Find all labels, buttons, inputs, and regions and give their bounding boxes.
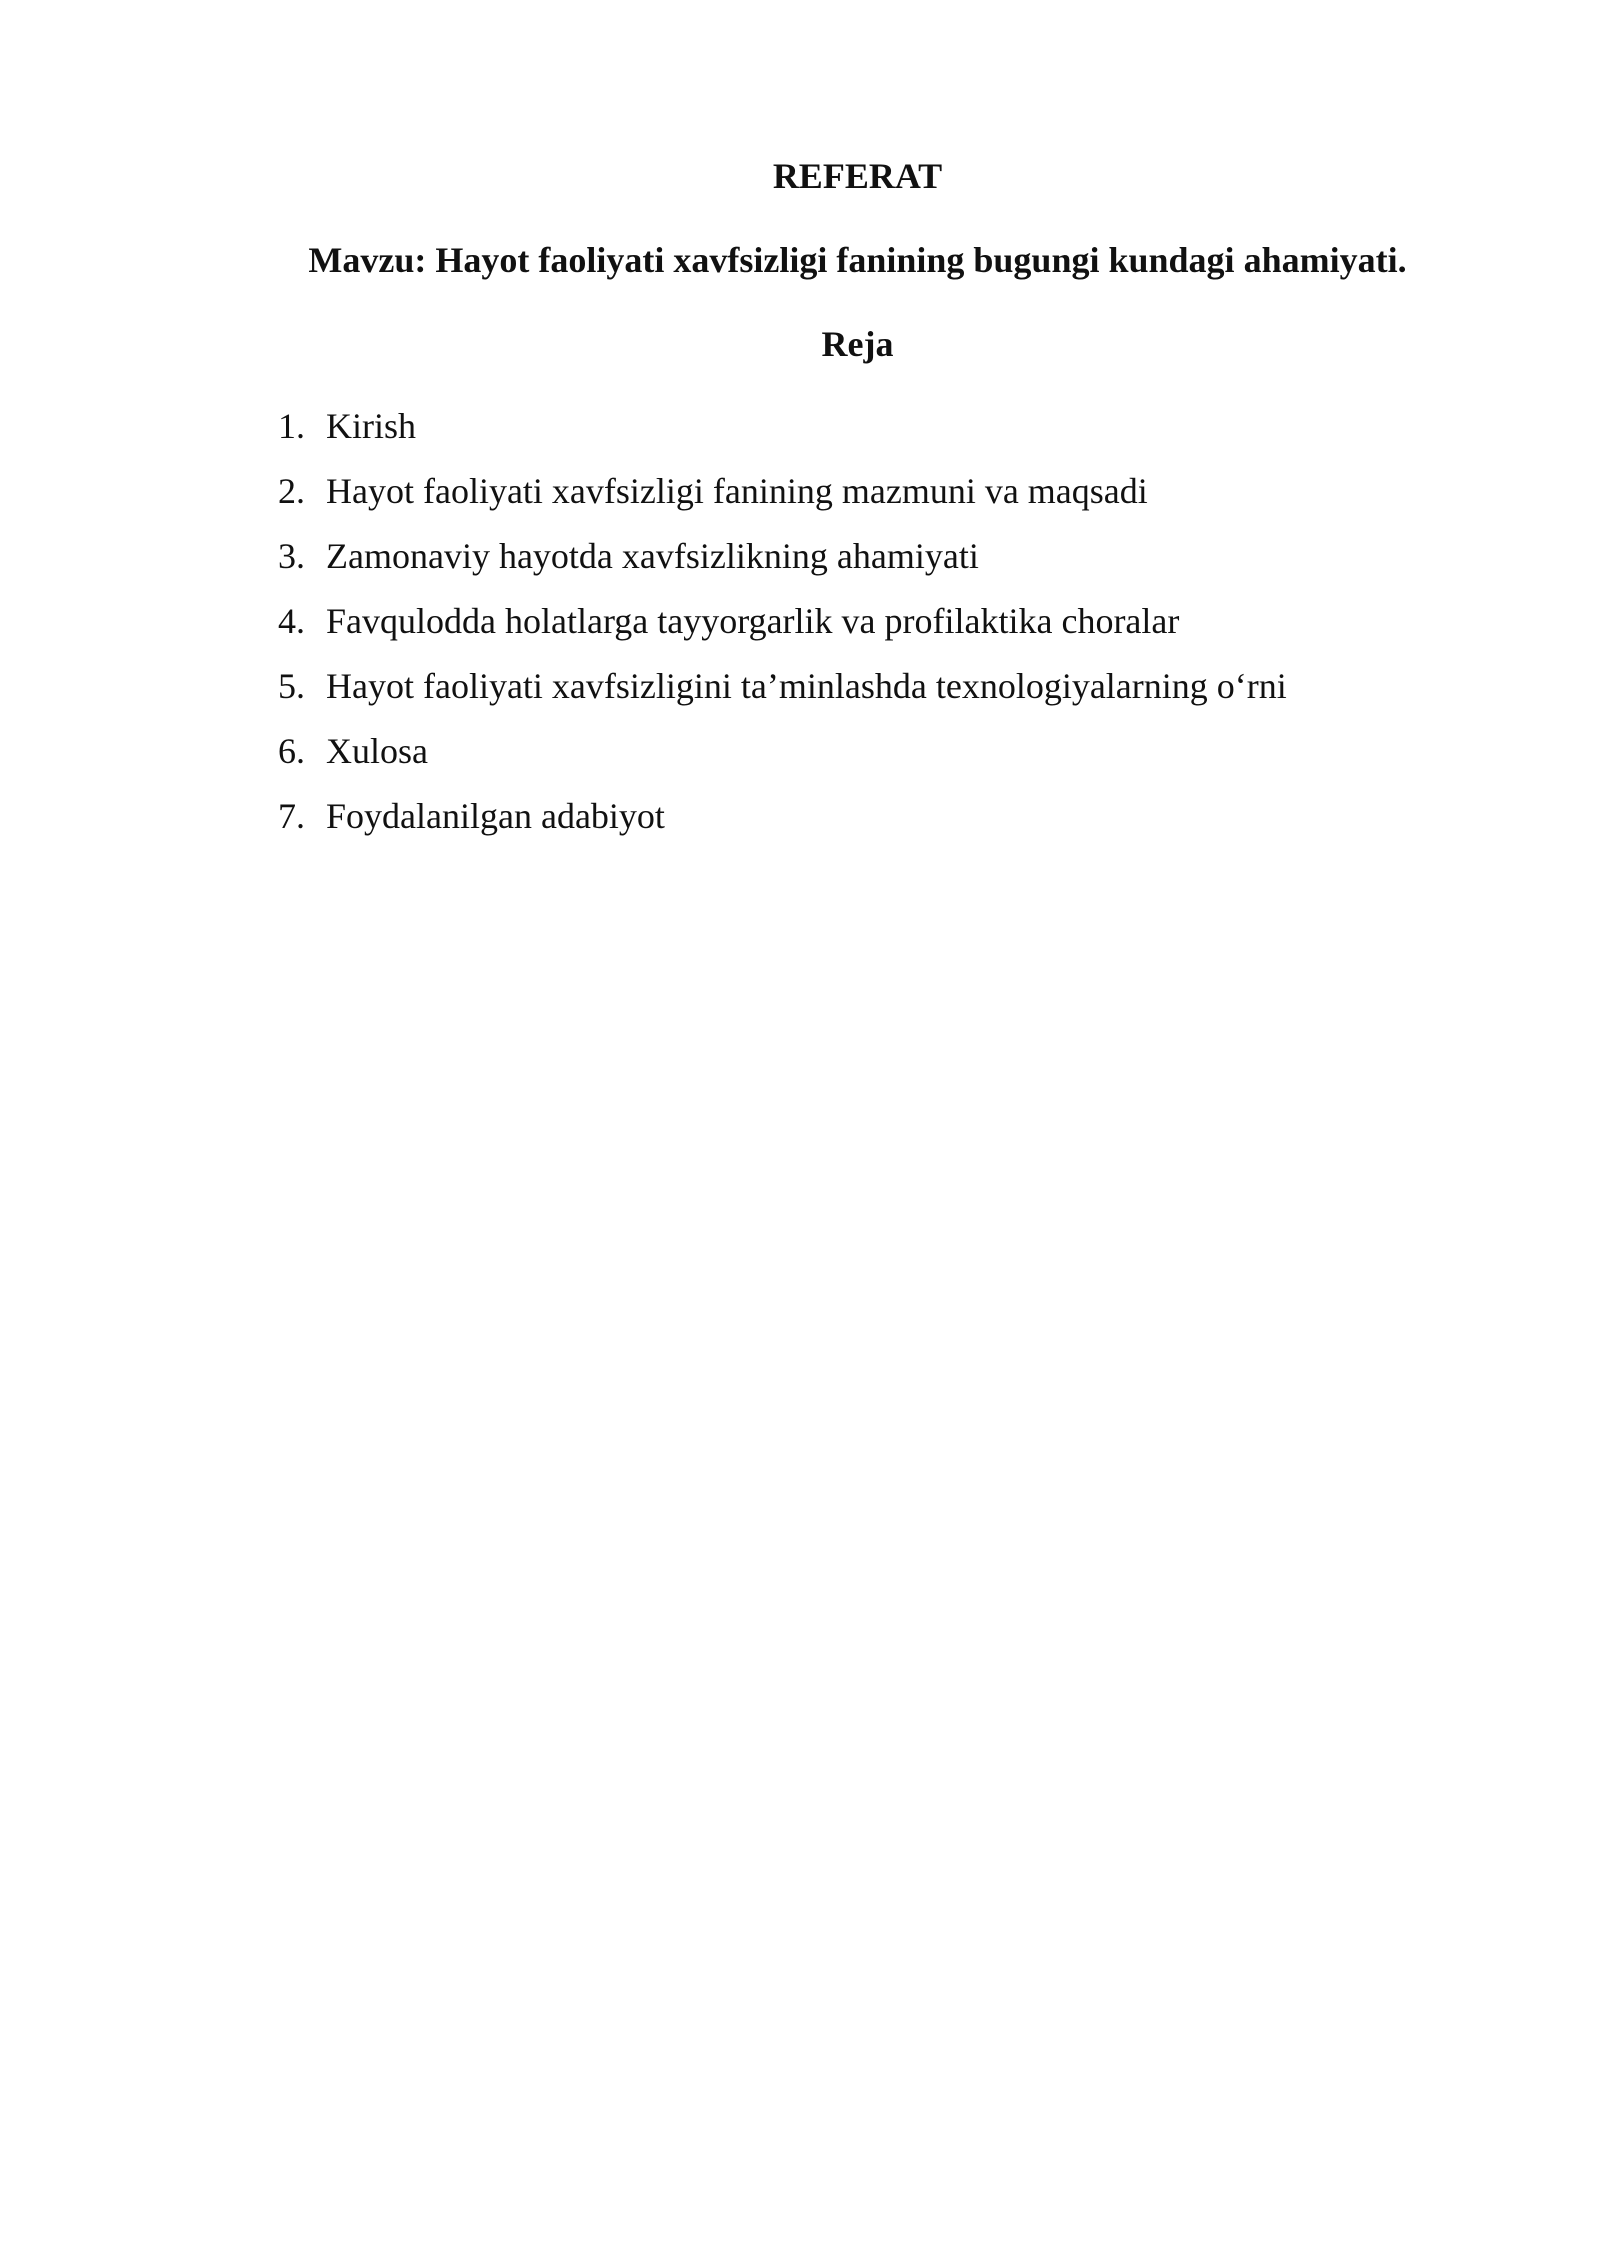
plan-item-number: 7.: [278, 796, 305, 836]
plan-heading: Reja: [821, 324, 894, 364]
plan-list: [278, 408, 1478, 863]
plan-item-number: 2.: [278, 471, 305, 511]
plan-item-number: 6.: [278, 731, 305, 771]
plan-item: [278, 603, 1478, 668]
plan-item-number: 3.: [278, 536, 305, 576]
plan-item: [278, 733, 1478, 798]
plan-item-text: Zamonaviy hayotda xavfsizlikning ahamiyati: [326, 536, 979, 576]
plan-item-text: Hayot faoliyati xavfsizligi fanining mazmuni va maqsadi: [326, 471, 1148, 511]
topic-title: Mavzu: Hayot faoliyati xavfsizligi fanining bugungi kundagi ahamiyati.: [308, 240, 1407, 280]
plan-item: [278, 798, 1478, 863]
plan-item: [278, 538, 1478, 603]
plan-item: [278, 408, 1478, 473]
plan-item-number: 4.: [278, 601, 305, 641]
plan-item-text: Hayot faoliyati xavfsizligini ta’minlashda texnologiyalarning o‘rni: [326, 666, 1287, 706]
plan-item-text: Kirish: [326, 406, 416, 446]
plan-item-text: Foydalanilgan adabiyot: [326, 796, 665, 836]
plan-item-text: Xulosa: [326, 731, 428, 771]
plan-item-text: Favqulodda holatlarga tayyorgarlik va profilaktika choralar: [326, 601, 1180, 641]
plan-item: [278, 473, 1478, 538]
document-heading: REFERAT: [772, 156, 943, 196]
plan-item: [278, 668, 1478, 733]
plan-item-number: 1.: [278, 406, 305, 446]
plan-item-number: 5.: [278, 666, 305, 706]
